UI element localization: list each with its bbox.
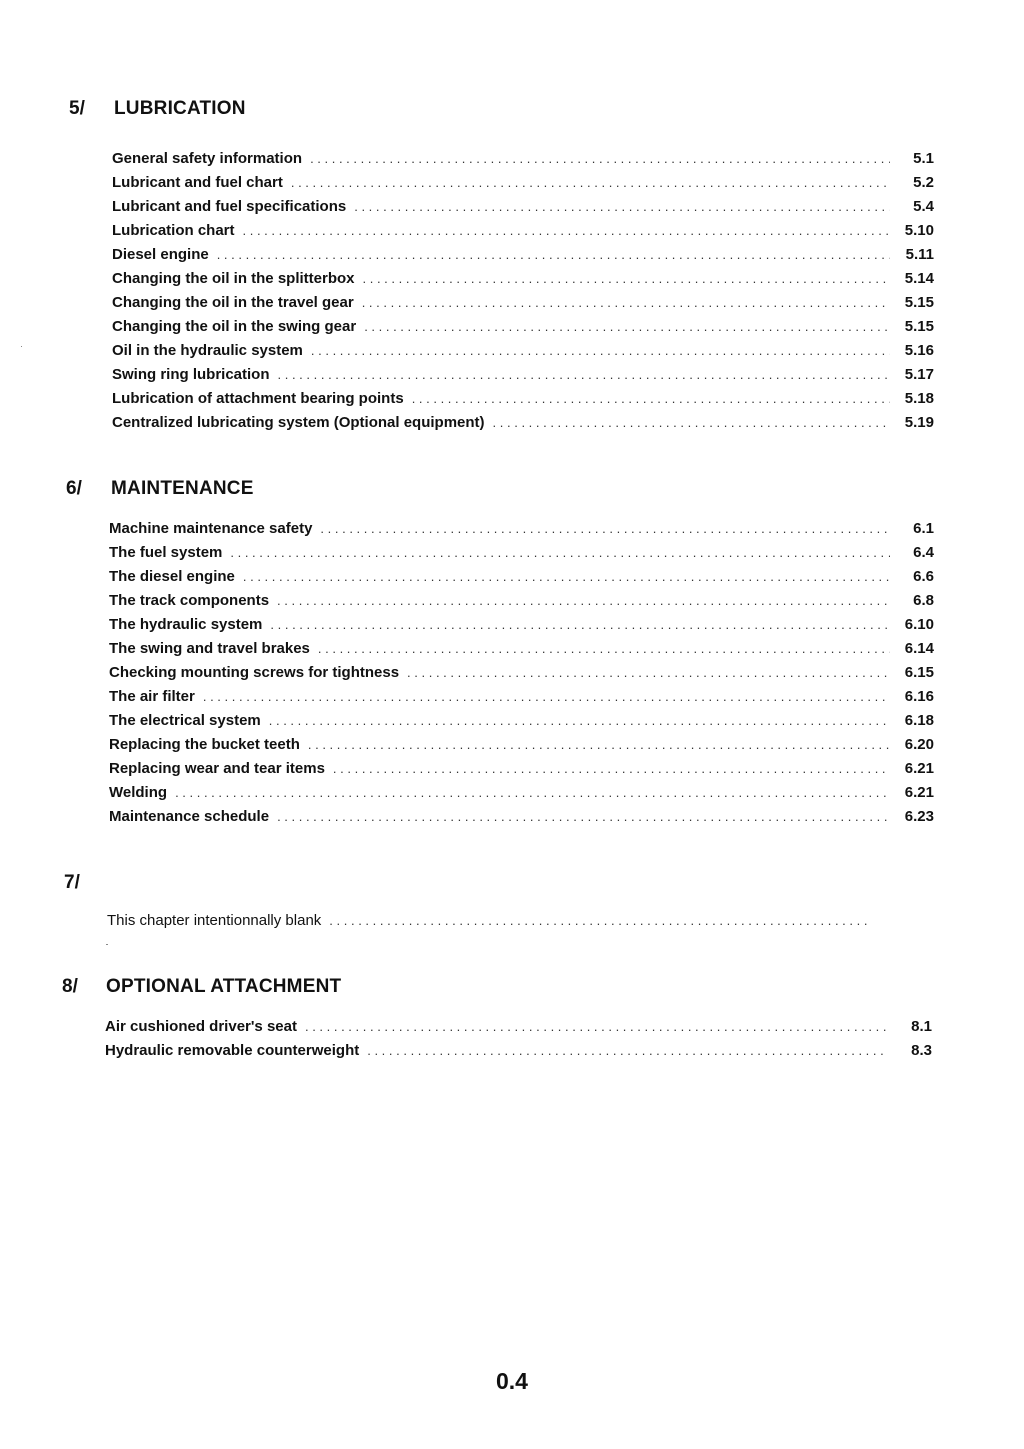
page-number: 0.4 [496,1368,528,1394]
dot-leader [412,391,890,406]
toc-entry-page: 5.15 [904,294,934,311]
toc-entry [109,568,934,592]
dot-leader [278,367,891,382]
toc-entry [109,544,934,568]
toc-entry-page: 6.23 [904,808,934,825]
dot-leader [230,545,890,560]
dot-leader [243,223,890,238]
dot-leader [329,913,869,928]
toc-entry [109,616,934,640]
chapter-number: 5/ [69,98,85,119]
toc-entry-label: The hydraulic system [109,616,263,633]
dot-leader [320,521,890,536]
toc-entry [107,912,913,936]
toc-entry-label: The air filter [109,688,195,705]
dot-leader [407,665,890,680]
chapter-number: 8/ [62,976,78,997]
toc-entry-page: 6.1 [913,520,934,537]
toc-entry-page: 6.6 [913,568,934,585]
toc-entry-label: Machine maintenance safety [109,520,313,537]
chapter-title: LUBRICATION [114,98,246,119]
toc-entry-label: Checking mounting screws for tightness [109,664,400,681]
toc-entry-page: 5.1 [913,150,934,167]
dot-leader [310,151,890,166]
toc-entry [109,808,934,832]
toc-entry [112,294,934,318]
dot-leader [308,737,890,752]
toc-entry-label: Swing ring lubrication [112,366,270,383]
toc-entry-label: Changing the oil in the travel gear [112,294,354,311]
chapter-entries [107,912,913,936]
toc-entry-label: General safety information [112,150,303,167]
toc-entry-label: Centralized lubricating system (Optional equipment) [112,414,485,431]
dot-leader [333,761,890,776]
toc-entry-page: 6.21 [904,784,934,801]
toc-entry [112,414,934,438]
dot-leader [175,785,890,800]
toc-entry [109,520,934,544]
toc-entry [112,390,934,414]
chapter-entries [105,1018,932,1066]
toc-entry-page: 6.18 [904,712,934,729]
toc-entry-page: 5.17 [904,366,934,383]
chapter-lubrication [0,98,1024,431]
toc-entry-label: Air cushioned driver's seat [105,1018,297,1035]
toc-entry-label: Welding [109,784,168,801]
toc-entry-label: Hydraulic removable counterweight [105,1042,360,1059]
toc-entry-page: 5.11 [905,246,934,263]
toc-entry-label: Replacing wear and tear items [109,760,325,777]
toc-entry-page: 5.16 [904,342,934,359]
dot-leader [305,1019,888,1034]
toc-entry-label: The fuel system [109,544,223,561]
chapter-heading [0,872,1024,902]
toc-entry [109,640,934,664]
toc-entry-page: 6.8 [913,592,934,609]
toc-entry [112,174,934,198]
chapter-maintenance [0,478,1024,825]
scan-speck [21,346,22,347]
toc-entry-page: 6.21 [904,760,934,777]
toc-entry-label: Lubrication of attachment bearing points [112,390,404,407]
toc-entry-page: 5.15 [904,318,934,335]
toc-entry [112,270,934,294]
toc-entry [112,342,934,366]
dot-leader [362,295,890,310]
toc-entry-page: 5.14 [904,270,934,287]
dot-leader [367,1043,888,1058]
chapter-number: 7/ [64,872,80,893]
toc-entry-label: Diesel engine [112,246,209,263]
toc-entry-page: 6.14 [904,640,934,657]
toc-entry-page: 6.15 [904,664,934,681]
toc-entry [109,760,934,784]
dot-leader [203,689,890,704]
toc-entry-label: Changing the oil in the splitterbox [112,270,355,287]
chapter-number: 6/ [66,478,82,499]
toc-entry-label: Changing the oil in the swing gear [112,318,357,335]
chapter-heading [0,478,1024,508]
chapter-title: OPTIONAL ATTACHMENT [106,976,342,997]
toc-entry [112,318,934,342]
toc-entry [109,592,934,616]
toc-entry-page: 8.3 [911,1042,932,1059]
dot-leader [318,641,890,656]
dot-leader [277,593,890,608]
toc-entry-label: The track components [109,592,270,609]
dot-leader [269,713,890,728]
toc-entry-page: 5.10 [904,222,934,239]
toc-entry-label: This chapter intentionnally blank [107,912,322,929]
toc-entry [105,1042,932,1066]
toc-entry [109,784,934,808]
chapter-title: MAINTENANCE [111,478,254,499]
dot-leader [277,809,890,824]
toc-entry-page: 8.1 [911,1018,932,1035]
dot-leader [311,343,890,358]
toc-entry-label: Lubricant and fuel chart [112,174,283,191]
toc-entry [109,736,934,760]
dot-leader [354,199,890,214]
toc-entry [109,712,934,736]
chapter-heading [0,98,1024,128]
toc-entry-page: 5.4 [913,198,934,215]
dot-leader [364,319,890,334]
toc-entry [112,366,934,390]
toc-entry-page: 6.4 [913,544,934,561]
toc-entry-label: The diesel engine [109,568,235,585]
toc-entry-page: 5.19 [904,414,934,431]
toc-entry-page: 5.2 [913,174,934,191]
dot-leader [291,175,890,190]
toc-entry-page: 6.10 [904,616,934,633]
dot-leader [243,569,890,584]
toc-entry-page: 5.18 [904,390,934,407]
dot-leader [270,617,890,632]
toc-entry-label: Lubricant and fuel specifications [112,198,347,215]
toc-entry [109,664,934,688]
dot-leader [493,415,890,430]
toc-entry-label: The swing and travel brakes [109,640,310,657]
toc-entry [109,688,934,712]
chapter-entries [112,150,934,438]
toc-entry-label: Maintenance schedule [109,808,270,825]
toc-entry-page: 6.16 [904,688,934,705]
dot-leader [363,271,891,286]
toc-entry [112,222,934,246]
scan-speck [106,944,108,945]
toc-entry [112,198,934,222]
chapter-entries [109,520,934,832]
chapter-optional-attachment [0,976,1024,1059]
toc-entry-page: 6.20 [904,736,934,753]
chapter-blank [0,872,1024,929]
toc-entry-label: Lubrication chart [112,222,235,239]
toc-entry-label: The electrical system [109,712,261,729]
toc-entry [112,150,934,174]
dot-leader [217,247,890,262]
toc-entry-label: Replacing the bucket teeth [109,736,300,753]
chapter-heading [0,976,1024,1006]
toc-entry-label: Oil in the hydraulic system [112,342,303,359]
toc-entry [112,246,934,270]
toc-entry [105,1018,932,1042]
